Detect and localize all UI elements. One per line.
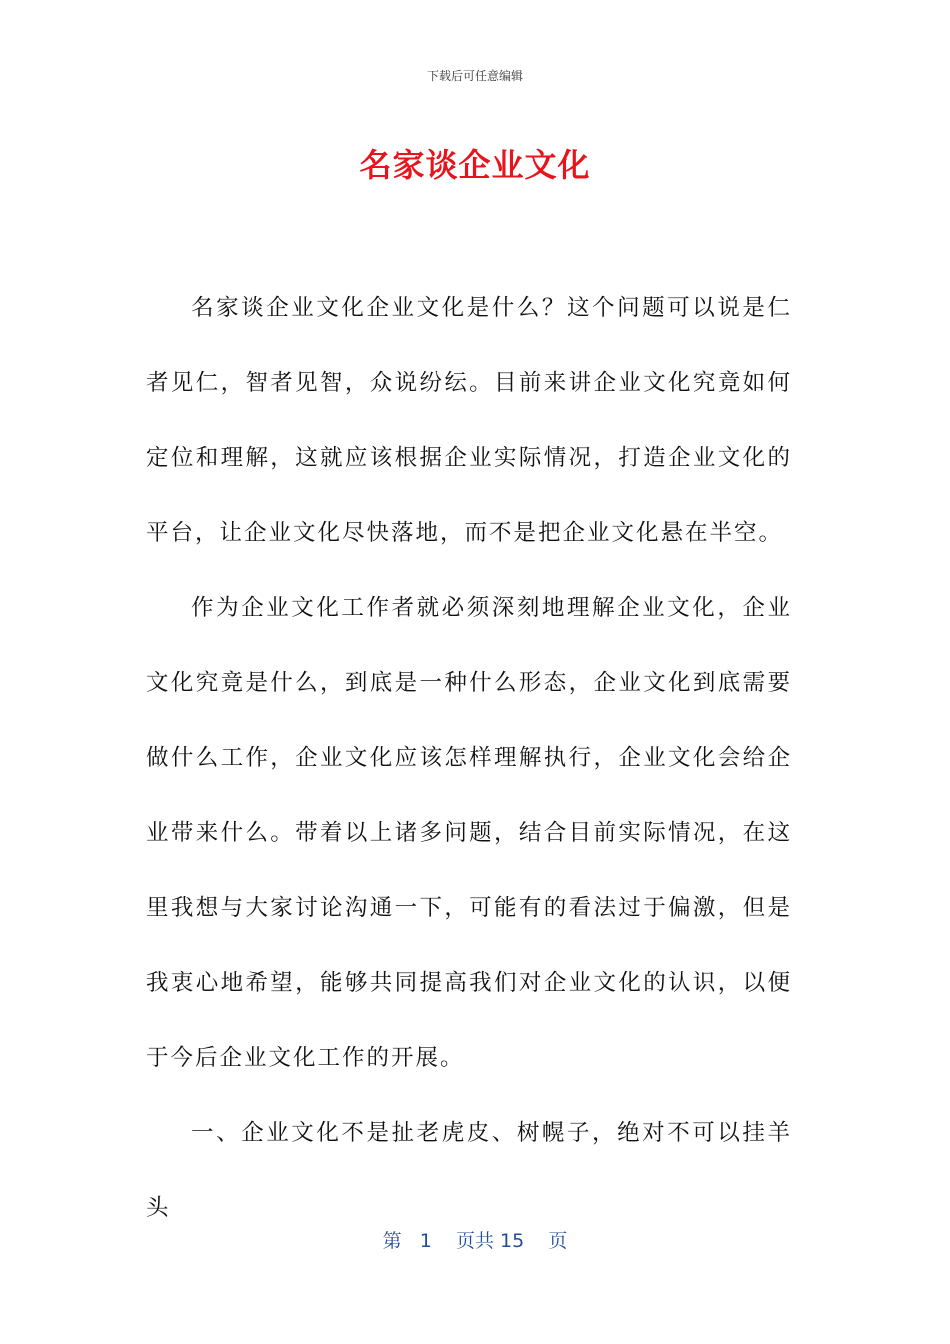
footer-middle: 页共	[455, 1230, 494, 1252]
header-note: 下载后可任意编辑	[426, 69, 523, 83]
page-footer	[0, 1226, 950, 1253]
paragraph-1: 名家谈企业文化企业文化是什么？这个问题可以说是仁者见仁，智者见智，众说纷纭。目前来讲企业文化究竟如何定位和理解，这就应该根据企业实际情况，打造企业文化的平台，让企业文化尽快落地，而不是把企业文化悬在半空。	[146, 295, 792, 546]
paragraph-3: 一、企业文化不是扯老虎皮、树幌子，绝对不可以挂羊头	[146, 1120, 792, 1221]
footer-total-pages: 15	[500, 1230, 525, 1252]
document-title: 名家谈企业文化	[359, 146, 591, 184]
footer-suffix: 页	[548, 1230, 568, 1252]
paragraph-2: 作为企业文化工作者就必须深刻地理解企业文化，企业文化究竟是什么，到底是一种什么形态，企业文化到底需要做什么工作，企业文化应该怎样理解执行，企业文化会给企业带来什么。带着以上诸多问题，结合目前实际情况，在这里我想与大家讨论沟通一下，可能有的看法过于偏激，但是我衷心地希望，能够共同提高我们对企业文化的认识，以便于今后企业文化工作的开展。	[146, 595, 792, 1071]
footer-prefix: 第	[382, 1230, 402, 1252]
document-body	[146, 271, 792, 1246]
footer-page-number: 1	[419, 1230, 432, 1252]
